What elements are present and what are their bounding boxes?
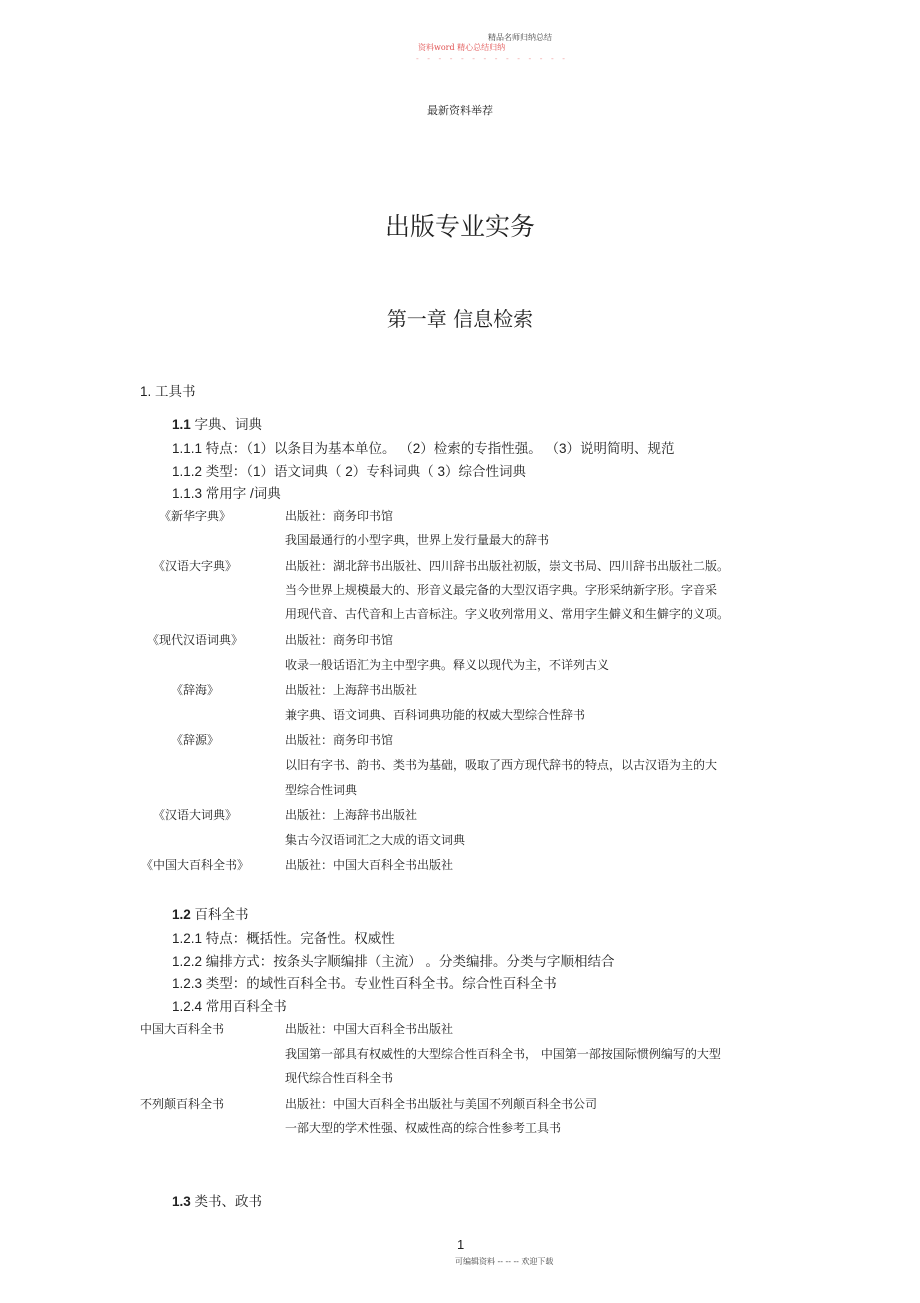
entry-name: 中国大百科全书 [140,1022,225,1036]
document-title: 出版专业实务 [384,212,535,241]
entry-line: 出版社：湖北辞书出版社、四川辞书出版社初版，崇文书局、四川辞书出版社二版。 [285,559,730,573]
entry-name: 《汉语大词典》 [152,808,237,822]
entry-name: 不列颠百科全书 [140,1097,225,1111]
entry-name: 《现代汉语词典》 [146,633,243,647]
entry-line: 出版社：商务印书馆 [285,509,394,523]
entry-line: 出版社：商务印书馆 [285,633,394,647]
section-number: 1.2 [172,907,191,922]
entry-line: 出版社：商务印书馆 [285,733,394,747]
section-1-2 [172,908,249,922]
section-1-1-1 [172,442,675,456]
entry-name: 《辞源》 [170,733,219,747]
entry-line: 出版社：中国大百科全书出版社 [285,1022,454,1036]
section-text: 编排方式：按条头字顺编排（主流） 。分类编排。分类与字顺相结合 [202,954,615,969]
section-number: 1.2.1 [172,931,203,946]
section-1-1-2 [172,465,526,479]
section-number: 1.1.1 [172,441,203,456]
page-number: 1 [457,1237,465,1252]
section-1-2-1 [172,932,395,946]
entry-line: 出版社：中国大百科全书出版社与美国不列颠百科全书公司 [285,1097,598,1111]
section-number: 1.2.2 [172,954,203,969]
section-text: 类型：（1）语文词典（ 2）专科词典（ 3）综合性词典 [202,464,527,479]
entry-line: 出版社：上海辞书出版社 [285,683,418,697]
section-number: 1.1 [172,417,191,432]
section-text: 类书、政书 [190,1194,263,1209]
section-text: 特点：概括性。完备性。权威性 [202,931,395,946]
recommend-label: 最新资料举荐 [427,104,493,117]
section-text: 类型：的域性百科全书。专业性百科全书。综合性百科全书 [202,976,557,991]
section-number: 1.3 [172,1194,191,1209]
entry-name: 《新华字典》 [158,509,231,523]
footer-text: 可编辑资料 -- -- -- 欢迎下载 [455,1257,554,1266]
section-1-heading: 1. 工具书 [140,384,196,399]
section-text: 常用百科全书 [202,999,287,1014]
watermark-dashes: - - - - - - - - - - - - - - [416,54,568,63]
entry-line: 型综合性词典 [285,783,358,797]
entry-line: 出版社：中国大百科全书出版社 [285,858,454,872]
entry-line: 收录一般话语汇为主中型字典。释义以现代为主，不详列古义 [285,658,610,672]
entry-line: 以旧有字书、韵书、类书为基础，吸取了西方现代辞书的特点，以古汉语为主的大 [285,758,718,772]
section-text: 字典、词典 [190,417,263,432]
entry-name: 《汉语大字典》 [152,559,237,573]
section-1-1 [172,418,262,432]
section-text: 特点：（1）以条目为基本单位。 （2）检索的专指性强。 （3）说明简明、规范 [202,441,675,456]
section-number: 1.2.3 [172,976,203,991]
entry-line: 出版社：上海辞书出版社 [285,808,418,822]
entry-line: 我国第一部具有权威性的大型综合性百科全书， 中国第一部按国际惯例编写的大型 [285,1047,721,1061]
section-number: 1.2.4 [172,999,203,1014]
section-text: 常用字 /词典 [202,486,281,501]
chapter-heading: 第一章 信息检索 [386,307,534,331]
section-1-1-3 [172,487,281,501]
entry-line: 当今世界上规模最大的、形音义最完备的大型汉语字典。字形采纳新字形。字音采 [285,583,718,597]
entry-line: 兼字典、语文词典、百科词典功能的权威大型综合性辞书 [285,708,586,722]
entry-line: 用现代音、古代音和上古音标注。字义收列常用义、常用字生僻义和生僻字的义项。 [285,607,730,621]
section-number: 1.1.3 [172,486,203,501]
entry-line: 我国最通行的小型字典，世界上发行量最大的辞书 [285,533,550,547]
section-text: 百科全书 [190,907,249,922]
section-number: 1.1.2 [172,464,203,479]
section-1-3 [172,1195,262,1209]
entry-name: 《中国大百科全书》 [140,858,249,872]
watermark-text: 资料word 精心总结归纳 [418,43,506,52]
section-1-2-2 [172,955,615,969]
header-note: 精品名师归纳总结 [488,33,552,42]
entry-line: 集古今汉语词汇之大成的语文词典 [285,833,466,847]
entry-line: 现代综合性百科全书 [285,1071,394,1085]
entry-line: 一部大型的学术性强、权威性高的综合性参考工具书 [285,1121,562,1135]
entry-name: 《辞海》 [170,683,219,697]
section-1-2-3 [172,977,557,991]
section-1-2-4 [172,1000,287,1014]
